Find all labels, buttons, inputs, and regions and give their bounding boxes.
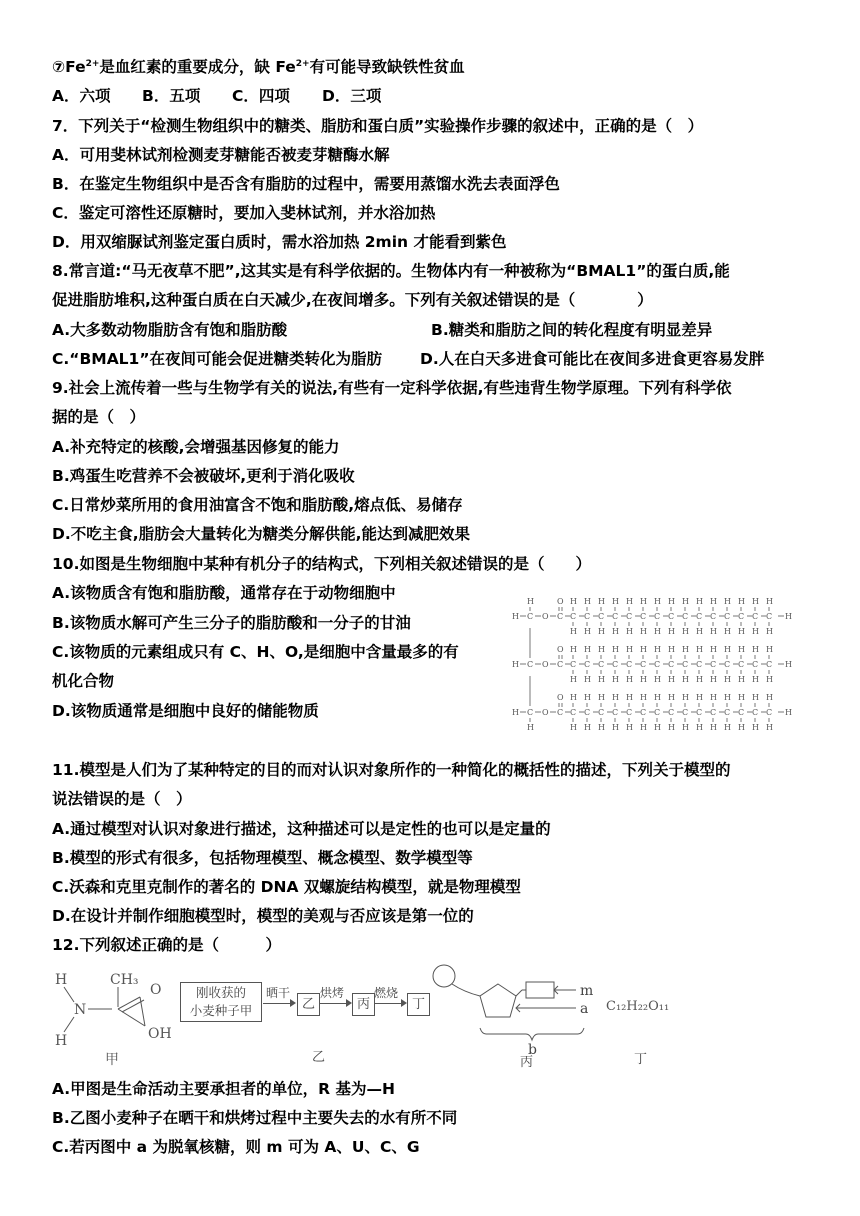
q7-option-d: D．用双缩脲试剂鉴定蛋白质时，需水浴加热 2min 才能看到紫色 [52,233,507,251]
chain-h-top: H [668,645,675,654]
chain-c: C [766,612,773,621]
chain-c: C [696,660,703,669]
chain-c: C [598,708,605,717]
glycerol-h: H [512,708,519,717]
chain-c: C [570,660,577,669]
chain-h-bottom: H [710,675,717,684]
chain-h-bottom: H [654,723,661,732]
flow-arrow-2 [319,1003,349,1004]
chain-h-top: H [766,693,773,702]
q9-option-d: D.不吃主食,脂肪会大量转化为糖类分解供能,能达到减肥效果 [52,525,471,543]
chain-c: C [640,612,647,621]
yi-box: 乙 [297,993,320,1016]
chain-c: C [654,612,661,621]
q11-stem-line1: 11.模型是人们为了某种特定的目的而对认识对象所作的一种简化的概括性的描述，下列关于模型的 [52,761,731,779]
q8-option-c: C.“BMAL1”在夜间可能会促进糖类转化为脂肪 [52,350,383,368]
chain-h-bottom: H [598,675,605,684]
chain-h-top: H [724,645,731,654]
chain-h-top: H [626,597,633,606]
jia-h1: H [55,972,68,988]
glycerol-h: H [512,660,519,669]
q8-option-a: A.大多数动物脂肪含有饱和脂肪酸 [52,321,288,339]
chain-h-bottom: H [752,675,759,684]
chain-h-top: H [710,693,717,702]
chain-h-bottom: H [570,723,577,732]
q9-stem-line2: 据的是（ ） [52,408,146,426]
wheat-box-line2: 小麦种子甲 [189,1003,253,1018]
chain-h-bottom: H [654,675,661,684]
chain-h-top: H [710,645,717,654]
chain-c: C [612,708,619,717]
chain-h-top: H [752,597,759,606]
chain-h-top: H [668,597,675,606]
chain-h-top: H [752,693,759,702]
chain-c: C [766,708,773,717]
chain-h-bottom: H [696,675,703,684]
q12-option-b: B.乙图小麦种子在晒干和烘烤过程中主要失去的水有所不同 [52,1109,458,1127]
chain-h-bottom: H [570,627,577,636]
chain-h-bottom: H [724,723,731,732]
ester-o: O [542,708,549,717]
bing-label-b: b [528,1042,537,1058]
q11-stem-line2: 说法错误的是（ ） [52,790,192,808]
chain-h-bottom: H [612,627,619,636]
chain-h-top: H [696,645,703,654]
chain-c: C [710,708,717,717]
chain-c: C [626,660,633,669]
chain-c: C [766,660,773,669]
q6-options [52,85,381,107]
glycerol-h-bottom: H [527,723,534,732]
chain-c: C [668,708,675,717]
chain-c: C [696,612,703,621]
chain-h-top: H [738,597,745,606]
q10-option-d: D.该物质通常是细胞中良好的储能物质 [52,702,319,720]
chain-c: C [696,708,703,717]
q7-option-a: A．可用斐林试剂检测麦芽糖能否被麦芽糖酶水解 [52,146,390,164]
chain-h-bottom: H [584,675,591,684]
q8-stem-line1: 8.常言道:“马无夜草不肥”,这其实是有科学依据的。生物体内有一种被称为“BMAL1”的蛋白质,能 [52,262,730,280]
chain-h-bottom: H [626,675,633,684]
q12-stem: 12.下列叙述正确的是（ ） [52,936,281,954]
chain-h-bottom: H [682,675,689,684]
carbonyl-o: O [557,597,564,606]
chain-c: C [626,708,633,717]
chain-c: C [584,660,591,669]
chain-h-top: H [654,645,661,654]
chain-h-bottom: H [640,675,647,684]
q11-option-c: C.沃森和克里克制作的著名的 DNA 双螺旋结构模型，就是物理模型 [52,878,521,896]
q8-stem-line2: 促进脂肪堆积,这种蛋白质在白天减少,在夜间增多。下列有关叙述错误的是（ ） [52,291,653,309]
chain-h-top: H [682,645,689,654]
chain-h-top: H [724,693,731,702]
q8-option-b: B.糖类和脂肪之间的转化程度有明显差异 [431,321,713,339]
bing-label-a: a [580,1001,589,1017]
chain-h-top: H [710,597,717,606]
jia-h2: H [55,1033,68,1049]
chain-h-top: H [598,645,605,654]
chain-h-top: H [640,693,647,702]
glycerol-c: C [527,612,534,621]
chain-h-bottom: H [724,627,731,636]
chain-h-top: H [654,693,661,702]
chain-h-bottom: H [668,675,675,684]
chain-c: C [612,612,619,621]
q6-option-c: C．四项 [232,87,290,105]
flow-step-dry: 晒干 [266,986,291,1000]
chain-c: C [738,708,745,717]
chain-h-bottom: H [766,675,773,684]
chain-h-bottom: H [668,723,675,732]
triglyceride-structure-figure [508,594,798,744]
chain-h-bottom: H [738,627,745,636]
flow-step-burn: 燃烧 [374,986,399,1000]
chain-c: C [752,612,759,621]
chain-c: C [584,708,591,717]
chain-h-top: H [738,693,745,702]
chain-h-top: H [668,693,675,702]
chain-h-top: H [570,645,577,654]
q11-option-b: B.模型的形式有很多，包括物理模型、概念模型、数学模型等 [52,849,473,867]
chain-c: C [724,708,731,717]
q7-stem: 7．下列关于“检测生物组织中的糖类、脂肪和蛋白质”实验操作步骤的叙述中，正确的是（ ） [52,117,704,135]
chain-h-bottom: H [612,675,619,684]
q10-option-c-line2: 机化合物 [52,672,115,690]
sucrose-formula: C₁₂H₂₂O₁₁ [606,999,670,1014]
flow-step-bake: 烘烤 [320,986,345,1000]
chain-c: C [598,660,605,669]
ester-o: O [542,612,549,621]
chain-c: C [570,612,577,621]
ding-box: 丁 [407,993,430,1016]
q6-option-d: D．三项 [322,87,382,105]
nucleotide-figure [430,962,605,1070]
chain-h-top: H [696,597,703,606]
carbonyl-o: O [557,693,564,702]
q11-option-d: D.在设计并制作细胞模型时，模型的美观与否应该是第一位的 [52,907,474,925]
chain-c: C [626,612,633,621]
glycerol-c: C [527,708,534,717]
chain-h-top: H [612,597,619,606]
chain-c: C [682,612,689,621]
bing-label-m: m [580,983,594,999]
chain-c: C [738,612,745,621]
chain-h-bottom: H [766,723,773,732]
q6-option-a: A．六项 [52,87,111,105]
chain-c: C [584,612,591,621]
jia-n: N [74,1002,87,1018]
wheat-flow-figure [180,976,440,1068]
chain-h-top: H [640,645,647,654]
chain-h-bottom: H [598,723,605,732]
yi-caption: 乙 [312,1050,326,1065]
chain-h-bottom: H [682,627,689,636]
chain-h-bottom: H [738,723,745,732]
chain-h-bottom: H [752,627,759,636]
chain-h-bottom: H [766,627,773,636]
chain-c: C [640,660,647,669]
chain-h-bottom: H [696,627,703,636]
chain-h-top: H [584,693,591,702]
jia-ch3: CH₃ [110,972,139,988]
chain-c: C [724,660,731,669]
glycerol-h-top: H [527,597,534,606]
q9-stem-line1: 9.社会上流传着一些与生物学有关的说法,有些有一定科学依据,有些违背生物学原理。下列有科学依 [52,379,732,397]
chain-c: C [710,612,717,621]
chain-h-bottom: H [626,627,633,636]
chain-h-top: H [584,597,591,606]
q8-option-d: D.人在白天多进食可能比在夜间多进食更容易发胖 [420,350,765,368]
q12-option-c: C.若丙图中 a 为脱氧核糖，则 m 可为 A、U、C、G [52,1138,420,1156]
carbonyl-o: O [557,645,564,654]
chain-c: C [612,660,619,669]
ding-caption: 丁 [634,1052,648,1067]
terminal-h: H [785,612,792,621]
glycerol-h: H [512,612,519,621]
chain-h-bottom: H [584,627,591,636]
alanine-structure-figure [50,962,190,1070]
chain-h-top: H [612,645,619,654]
chain-c: C [668,612,675,621]
q9-option-b: B.鸡蛋生吃营养不会被破坏,更利于消化吸收 [52,467,355,485]
chain-h-top: H [626,645,633,654]
q7-option-c: C．鉴定可溶性还原糖时，要加入斐林试剂，并水浴加热 [52,204,436,222]
q11-option-a: A.通过模型对认识对象进行描述，这种描述可以是定性的也可以是定量的 [52,820,551,838]
chain-h-top: H [598,597,605,606]
chain-h-bottom: H [612,723,619,732]
chain-c: C [682,660,689,669]
chain-h-bottom: H [738,675,745,684]
chain-h-top: H [682,693,689,702]
chain-c: C [640,708,647,717]
ester-o: O [542,660,549,669]
chain-c: C [752,708,759,717]
chain-h-top: H [766,645,773,654]
chain-h-top: H [752,645,759,654]
chain-h-bottom: H [598,627,605,636]
jia-caption: 甲 [105,1052,119,1068]
chain-h-top: H [724,597,731,606]
bing-caption: 丙 [520,1055,534,1070]
chain-h-bottom: H [626,723,633,732]
chain-c: C [654,708,661,717]
wheat-box-line1: 刚收获的 [195,985,246,1000]
glycerol-c: C [527,660,534,669]
jia-o: O [150,982,162,998]
terminal-h: H [785,708,792,717]
q10-option-c-line1: C.该物质的元素组成只有 C、H、O,是细胞中含量最多的有 [52,643,459,661]
bing-box: 丙 [352,993,375,1016]
q7-option-b: B．在鉴定生物组织中是否含有脂肪的过程中，需要用蒸馏水洗去表面浮色 [52,175,560,193]
chain-h-bottom: H [696,723,703,732]
chain-h-bottom: H [570,675,577,684]
chain-h-top: H [738,645,745,654]
terminal-h: H [785,660,792,669]
chain-c: C [710,660,717,669]
q10-option-a: A.该物质含有饱和脂肪酸，通常存在于动物细胞中 [52,584,396,602]
chain-h-top: H [654,597,661,606]
chain-h-bottom: H [584,723,591,732]
chain-c: C [682,708,689,717]
q6-option-b: B．五项 [142,87,201,105]
chain-c: C [724,612,731,621]
flow-arrow-1 [263,1003,293,1004]
carbonyl-c: C [557,612,564,621]
chain-c: C [668,660,675,669]
chain-h-bottom: H [710,627,717,636]
wheat-box [180,982,262,1022]
chain-c: C [738,660,745,669]
chain-h-bottom: H [752,723,759,732]
chain-h-bottom: H [640,723,647,732]
chain-h-top: H [696,693,703,702]
chain-h-bottom: H [724,675,731,684]
q9-option-a: A.补充特定的核酸,会增强基因修复的能力 [52,438,340,456]
chain-h-top: H [640,597,647,606]
q6-item7: $⑦Fe^{2+}$是血红素的重要成分，缺 $Fe^{2+}$有可能导致缺铁性贫血 [52,58,465,76]
q12-option-a: A.甲图是生命活动主要承担者的单位，R 基为—H [52,1080,395,1098]
chain-h-top: H [570,597,577,606]
q10-stem: 10.如图是生物细胞中某种有机分子的结构式，下列相关叙述错误的是（ ） [52,555,591,573]
chain-c: C [598,612,605,621]
carbonyl-c: C [557,708,564,717]
carbonyl-c: C [557,660,564,669]
chain-c: C [654,660,661,669]
chain-h-top: H [766,597,773,606]
chain-h-top: H [612,693,619,702]
chain-h-top: H [626,693,633,702]
chain-h-bottom: H [654,627,661,636]
chain-h-top: H [570,693,577,702]
arrowhead-1 [290,999,296,1007]
q9-option-c: C.日常炒菜所用的食用油富含不饱和脂肪酸,熔点低、易储存 [52,496,463,514]
chain-h-bottom: H [710,723,717,732]
q10-option-b: B.该物质水解可产生三分子的脂肪酸和一分子的甘油 [52,614,411,632]
chain-c: C [752,660,759,669]
chain-h-bottom: H [682,723,689,732]
chain-h-top: H [584,645,591,654]
chain-h-top: H [598,693,605,702]
jia-oh: OH [148,1026,172,1042]
chain-h-bottom: H [668,627,675,636]
chain-h-bottom: H [640,627,647,636]
chain-h-top: H [682,597,689,606]
chain-c: C [570,708,577,717]
flow-arrow-3 [374,1003,404,1004]
